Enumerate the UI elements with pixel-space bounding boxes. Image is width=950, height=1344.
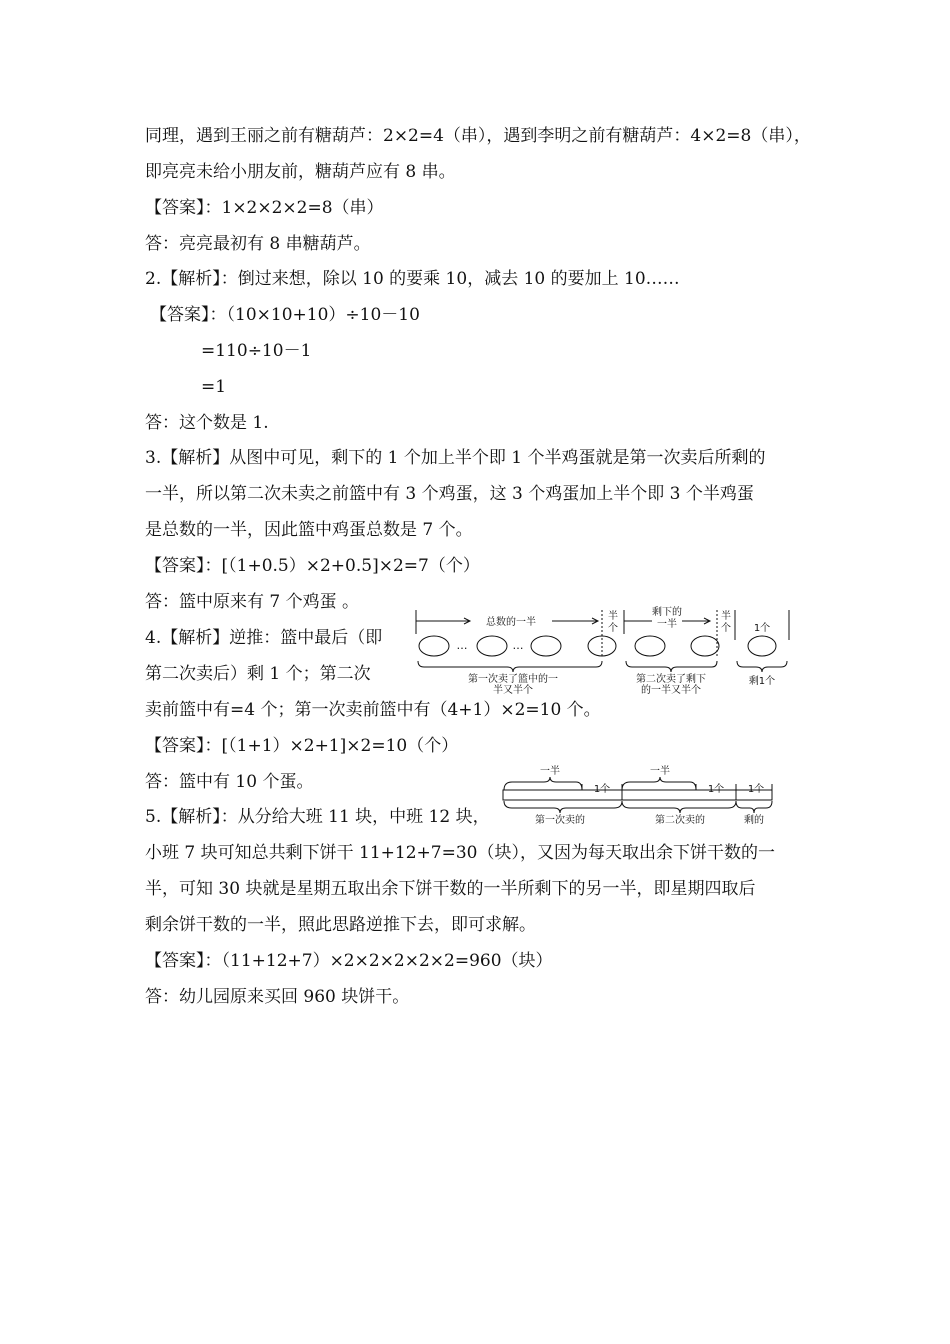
analysis-line: 4.【解析】逆推：篮中最后（即 xyxy=(145,628,383,648)
label: 剩1个 xyxy=(748,676,776,687)
text-line: 半，可知 30 块就是星期五取出余下饼干数的一半所剩下的另一半，即星期四取后 xyxy=(145,879,756,899)
formula-line: =110÷10－1 xyxy=(201,341,312,361)
answer-line: 【答案】：1×2×2×2=8（串） xyxy=(145,198,384,218)
answer-line: 【答案】：[（1+1）×2+1]×2=10（个） xyxy=(145,736,459,756)
label: 剩下的 xyxy=(652,607,682,618)
answer-line: 【答案】：[（1+0.5）×2+0.5]×2=7（个） xyxy=(145,556,480,576)
ellipsis: … xyxy=(456,639,468,652)
answer-line: 【答案】：（11+12+7）×2×2×2×2×2=960（块） xyxy=(145,951,553,971)
ellipsis: … xyxy=(512,639,524,652)
analysis-line: 5.【解析】：从分给大班 11 块，中班 12 块， xyxy=(145,807,490,827)
label: 第二次卖的 xyxy=(655,815,705,826)
text-line: 同理，遇到王丽之前有糖葫芦：2×2=4（串），遇到李明之前有糖葫芦：4×2=8（串）， xyxy=(145,126,811,146)
label: 1个 xyxy=(593,784,611,795)
formula-line: =1 xyxy=(201,377,227,397)
text-line: 卖前篮中有=4 个；第一次卖前篮中有（4+1）×2=10 个。 xyxy=(145,700,601,720)
text-line: 即亮亮未给小朋友前，糖葫芦应有 8 串。 xyxy=(145,162,456,182)
text-line: 答：亮亮最初有 8 串糖葫芦。 xyxy=(145,234,371,254)
label: 第一次卖了篮中的一 xyxy=(468,674,558,685)
label: 1个 xyxy=(707,784,725,795)
label: 半 xyxy=(608,611,618,622)
label: 一半 xyxy=(650,766,670,777)
label: 的一半又半个 xyxy=(641,685,701,694)
text-line: 答：这个数是 1. xyxy=(145,413,269,433)
analysis-line: 2.【解析】：倒过来想，除以 10 的要乘 10，减去 10 的要加上 10…… xyxy=(145,269,680,289)
biscuit-diagram xyxy=(498,764,778,826)
label: 1个 xyxy=(753,623,771,634)
label: 1个 xyxy=(747,784,765,795)
label: 剩的 xyxy=(744,815,764,826)
label: 第一次卖的 xyxy=(535,815,585,826)
text-line: 一半，所以第二次未卖之前篮中有 3 个鸡蛋，这 3 个鸡蛋加上半个即 3 个半鸡蛋 xyxy=(145,484,754,504)
label: 个 xyxy=(721,623,731,634)
text-line: 答：篮中原来有 7 个鸡蛋 。 xyxy=(145,592,360,612)
text-line: 小班 7 块可知总共剩下饼干 11+12+7=30（块），又因为每天取出余下饼干数的一 xyxy=(145,843,775,863)
label: 个 xyxy=(608,623,618,634)
label: 半又半个 xyxy=(493,685,533,694)
text-line: 是总数的一半，因此篮中鸡蛋总数是 7 个。 xyxy=(145,520,473,540)
text-line: 答：幼儿园原来买回 960 块饼干。 xyxy=(145,987,410,1007)
egg-diagram xyxy=(412,604,797,694)
label: 一半 xyxy=(657,619,677,630)
label: 一半 xyxy=(540,766,560,777)
answer-line: 【答案】：（10×10+10）÷10－10 xyxy=(150,305,420,325)
analysis-line: 3.【解析】从图中可见，剩下的 1 个加上半个即 1 个半鸡蛋就是第一次卖后所剩的 xyxy=(145,448,766,468)
text-line: 答：篮中有 10 个蛋。 xyxy=(145,772,314,792)
text-line: 剩余饼干数的一半，照此思路逆推下去，即可求解。 xyxy=(145,915,536,935)
text-line: 第二次卖后）剩 1 个；第二次 xyxy=(145,664,371,684)
label: 半 xyxy=(721,611,731,622)
label: 总数的一半 xyxy=(486,617,536,628)
label: 第二次卖了剩下 xyxy=(636,674,706,685)
